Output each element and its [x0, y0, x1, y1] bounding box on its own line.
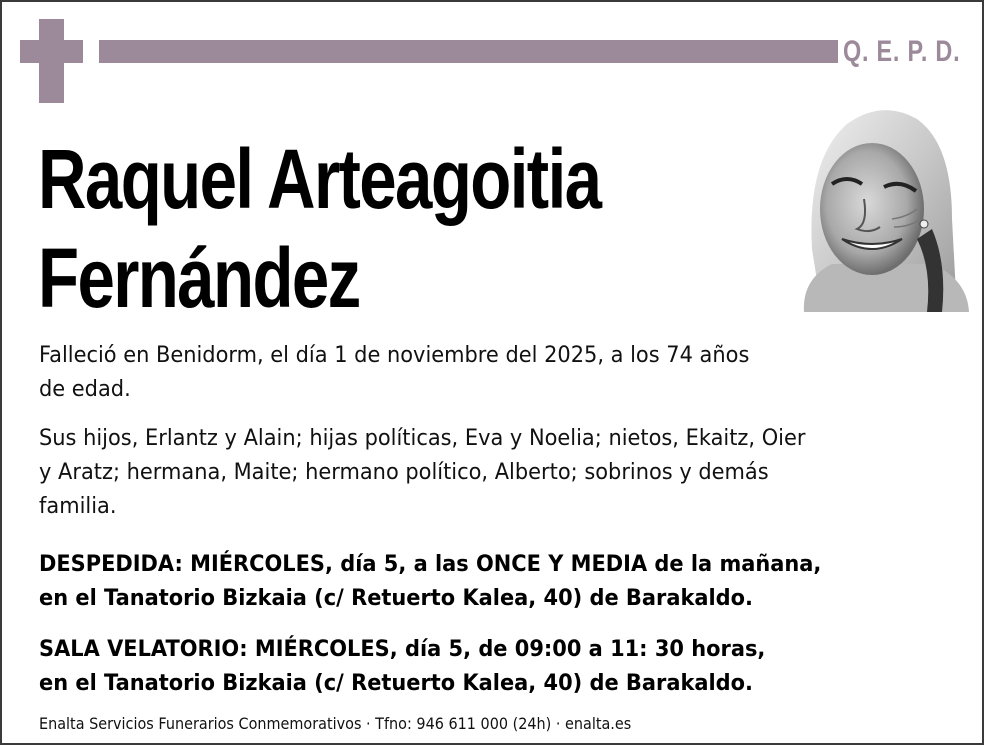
text-line: DESPEDIDA: MIÉRCOLES, día 5, a las ONCE Y MEDIA de la mañana,: [39, 551, 822, 577]
deceased-name: [38, 130, 600, 328]
name-line-2: Fernández: [38, 231, 360, 325]
funeral-home-footer: Enalta Servicios Funerarios Conmemorativos · Tfno: 946 611 000 (24h) · enalta.es: [39, 714, 632, 733]
text-line: SALA VELATORIO: MIÉRCOLES, día 5, de 09:00 a 11: 30 horas,: [39, 636, 766, 662]
text-line: y Aratz; hermana, Maite; hermano político, Alberto; sobrinos y demás: [39, 459, 769, 485]
header-rule: [99, 40, 838, 63]
text-line: Falleció en Benidorm, el día 1 de noviembre del 2025, a los 74 años: [39, 342, 750, 368]
text-line: de edad.: [39, 376, 131, 402]
text-line: en el Tanatorio Bizkaia (c/ Retuerto Kalea, 40) de Barakaldo.: [39, 585, 753, 611]
farewell-paragraph: [39, 547, 904, 615]
text-line: familia.: [39, 493, 117, 519]
name-line-1: Raquel Arteagoitia: [38, 132, 601, 226]
qepd-label: Q. E. P. D.: [843, 35, 961, 68]
cross-icon-bar: [20, 40, 83, 63]
text-line: en el Tanatorio Bizkaia (c/ Retuerto Kalea, 40) de Barakaldo.: [39, 670, 753, 696]
text-line: Sus hijos, Erlantz y Alain; hijas políticas, Eva y Noelia; nietos, Ekaitz, Oier: [39, 425, 806, 451]
death-notice-paragraph: [39, 338, 904, 406]
portrait-photo: [792, 99, 969, 312]
family-paragraph: [39, 421, 904, 523]
wake-paragraph: [39, 632, 904, 700]
